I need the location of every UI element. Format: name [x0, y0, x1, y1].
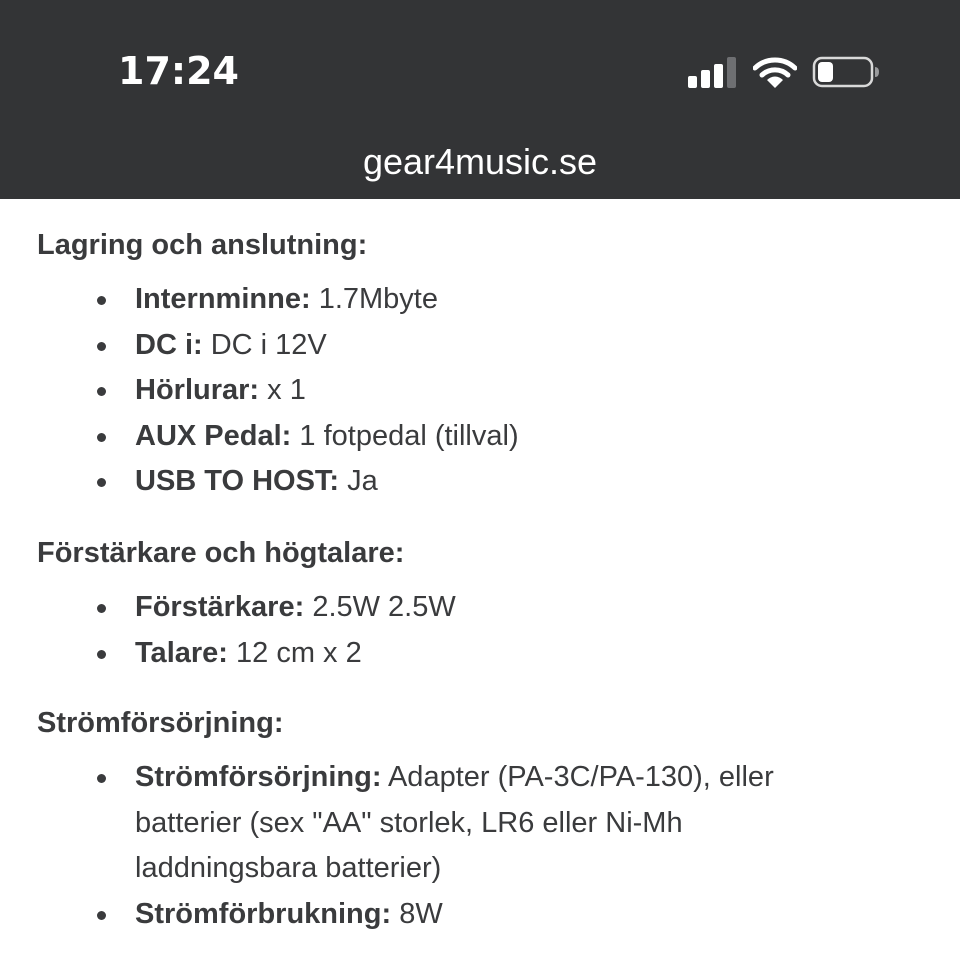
- spec-section-power-supply: [37, 700, 855, 937]
- signal-bar-3: [714, 64, 723, 88]
- list-item: [135, 414, 519, 460]
- signal-bar-4: [727, 57, 736, 88]
- spec-label: Hörlurar:: [135, 374, 260, 406]
- cellular-signal-icon: [688, 56, 738, 88]
- address-bar-url[interactable]: gear4music.se: [362, 141, 598, 182]
- bullet-icon: [97, 387, 106, 396]
- spec-value: x 1: [267, 374, 306, 406]
- spec-label: USB TO HOST:: [135, 465, 340, 497]
- signal-bar-1: [688, 76, 697, 88]
- spec-section-amplifier-speakers: [37, 530, 456, 676]
- list-item: [135, 459, 519, 505]
- bullet-icon: [97, 650, 106, 659]
- spec-list: [37, 277, 519, 505]
- spec-label: AUX Pedal:: [135, 419, 292, 452]
- spec-value: Ja: [347, 465, 378, 497]
- bullet-icon: [97, 604, 106, 613]
- spec-list: [37, 585, 456, 676]
- spec-value: Adapter (PA-3C/PA-130), eller batterier (sex "AA" storlek, LR6 eller Ni-Mh laddningsbara batterier): [135, 761, 774, 884]
- bullet-icon: [97, 911, 106, 920]
- bullet-icon: [97, 296, 106, 305]
- bullet-icon: [97, 433, 106, 442]
- list-item: [135, 323, 519, 369]
- spec-value: 2.5W 2.5W: [312, 591, 456, 623]
- spec-label: Strömförbrukning:: [135, 897, 392, 930]
- bullet-icon: [97, 342, 106, 351]
- section-title: Lagring och anslutning:: [37, 229, 368, 261]
- section-title: Förstärkare och högtalare:: [37, 537, 405, 569]
- spec-list: [37, 755, 855, 937]
- spec-value: 12 cm x 2: [236, 636, 362, 669]
- spec-value: 1 fotpedal (tillval): [299, 419, 519, 452]
- spec-label: Strömförsörjning:: [135, 761, 382, 793]
- spec-label: Internminne:: [135, 283, 311, 315]
- spec-value: 8W: [399, 897, 443, 930]
- wifi-icon: [753, 55, 797, 89]
- signal-bar-2: [701, 70, 710, 88]
- status-time: 17:24: [118, 49, 239, 93]
- list-item: [135, 892, 855, 938]
- spec-value: DC i 12V: [210, 328, 327, 361]
- spec-label: Förstärkare:: [135, 591, 305, 623]
- section-title: Strömförsörjning:: [37, 707, 284, 739]
- list-item: [135, 277, 519, 323]
- battery-icon: [812, 56, 882, 88]
- bullet-icon: [97, 478, 106, 487]
- list-item: [135, 755, 855, 892]
- browser-top-bar: [0, 0, 960, 199]
- spec-value: 1.7Mbyte: [318, 283, 438, 315]
- bullet-icon: [97, 774, 106, 783]
- spec-label: Talare:: [135, 636, 228, 669]
- list-item: [135, 631, 456, 677]
- spec-section-storage-connectivity: [37, 222, 519, 505]
- spec-label: DC i:: [135, 328, 203, 361]
- list-item: [135, 368, 519, 414]
- list-item: [135, 585, 456, 631]
